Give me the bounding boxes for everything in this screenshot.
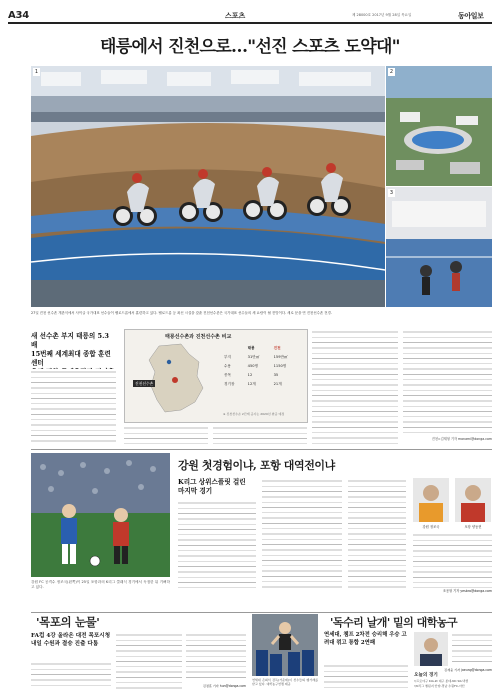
photo-number-2: 2 [389, 69, 394, 75]
subhead-line: 15번째 세계최대 종합 훈련센터 [31, 350, 111, 367]
coach-body-col1 [324, 663, 408, 689]
coach-subhead: 연세대, 챔프 2차전 승리해 우승 고려대 꺾고 통합 2연패 [324, 632, 407, 646]
infobox-cell: 진천 [273, 346, 281, 350]
infobox-cell: 159만㎡ [273, 355, 288, 359]
coach-celebration-photo [252, 614, 318, 676]
player-label: 포항 양동현 [464, 525, 482, 529]
velodrome-illustration [31, 66, 385, 307]
section-divider [31, 449, 492, 450]
top-photo-caption: 27일 진천 선수촌 개촌식에서 사이클 국가대표 선수들이 벨로드롬에서 훈련하고 있다. 벨로드롬 등 최신 시설을 갖춘 진천선수촌은 국가대표 선수들의 새 요람이 될 전망이다. 새로 문을 연 진천선수촌 전경. [31, 311, 332, 315]
header-rule [8, 22, 492, 24]
games-title: 오늘의 경기 [414, 673, 438, 678]
mokpo-subhead: FA컵 4강 올라온 대전 목포시청 내일 수원과 결승 진출 다툼 [31, 633, 111, 647]
player-portrait [455, 478, 491, 522]
kleague-photo [31, 453, 170, 577]
mokpo-body-col1 [31, 661, 111, 689]
kleague-illustration [31, 453, 170, 577]
infobox-table [223, 344, 303, 389]
infobox-cell [223, 344, 247, 353]
top-body-col5 [403, 329, 492, 435]
mokpo-headline: '목포의 눈물' [36, 615, 100, 629]
kleague-photo-caption: 강원 FC 공격수 정조국(왼쪽)이 25일 포항과의 K리그 클래식 경기에서 득점한 뒤 기뻐하고 있다. [31, 580, 170, 590]
coach-headline: '독수리 날개' 밑의 대학농구 [330, 616, 458, 629]
aerial-illustration [386, 66, 492, 186]
infobox-cell: 경기장 [224, 382, 235, 386]
infobox-cell: 12 [247, 373, 253, 377]
infobox-cell: 12개 [247, 382, 256, 386]
infobox-cell: 종목 [224, 373, 231, 377]
kleague-body-col2 [262, 478, 342, 592]
top-body-col4 [312, 329, 398, 444]
infobox-map-label: 진천선수촌 [135, 380, 154, 386]
kleague-body-col3 [348, 478, 406, 592]
gym-photo [386, 187, 492, 307]
photo-number-3: 3 [389, 190, 394, 196]
mokpo-body-col3 [186, 632, 246, 682]
korea-map-icon [129, 340, 221, 418]
infobox-cell: 수용 [224, 364, 231, 368]
infobox-cell: 부지 [224, 355, 231, 359]
coach-portrait-icon [414, 632, 448, 666]
masthead-logo: 동아일보 [458, 11, 484, 20]
kleague-headline: 강원 첫경험이냐, 포항 대역전이냐 [178, 459, 335, 472]
kleague-body-col1 [178, 500, 256, 592]
infobox-cell: 1150명 [273, 364, 287, 368]
player-portrait [413, 478, 449, 522]
top-byline: 진천=김재형 기자 monami@donga.com [431, 437, 492, 441]
top-body-col1 [31, 369, 116, 444]
infobox-cell: 35 [273, 373, 279, 377]
kleague-byline: 조응형 기자 yesbro@donga.com [442, 589, 492, 593]
coach-photo-caption: 연세대 은희석 감독(가운데)이 선수들의 헹가래를 받고 있다. 대학농구연맹 제공 [252, 678, 318, 687]
aerial-photo [386, 66, 492, 186]
infobox-note: ※ 진천선수촌 2단계 공사는 2020년 완공 예정 [223, 412, 285, 416]
infobox-cell: 450명 [247, 364, 258, 368]
section-divider [31, 612, 492, 613]
photo-number-1: 1 [34, 69, 39, 75]
player-portrait-icon [455, 478, 491, 522]
mokpo-byline: 김정훈 기자 hun@donga.com [202, 684, 246, 688]
player-portrait-icon [413, 478, 449, 522]
games-box [414, 673, 492, 689]
mokpo-body-col2 [116, 632, 182, 689]
page-number: A34 [8, 10, 30, 21]
section-label: 스포츠 [225, 11, 246, 20]
subhead-line: 새 선수촌 부지 태릉의 5.3배 [31, 332, 109, 349]
kleague-body-col4 [413, 532, 492, 588]
games-line: ▽프로야구 KIA-kt 대구 롯데-NC SK-넥센 [414, 679, 468, 683]
infobox-cell: 21개 [273, 382, 282, 386]
infobox [124, 329, 308, 423]
top-body-col3 [213, 425, 307, 444]
gym-illustration [386, 187, 492, 307]
player-label: 강원 정조국 [422, 525, 440, 529]
coach-illustration [252, 614, 318, 676]
infobox-title: 태릉선수촌과 진천선수촌 비교 [165, 334, 232, 340]
top-headline: 태릉에서 진천으로…"선진 스포츠 도약대" [100, 37, 400, 57]
coach-byline: 김재웅 기자 jaeung@donga.com [444, 668, 492, 672]
coach-body-col2 [452, 632, 492, 666]
games-line: ▽K리그 챌린지 안양-경남 수원FC-아산 [414, 683, 465, 688]
kleague-subhead: K리그 상위스플릿 걸린 마지막 경기 [178, 478, 246, 495]
dateline: 제 28000호 2017년 9월 28일 목요일 [352, 13, 412, 17]
infobox-cell: 31만㎡ [247, 355, 260, 359]
velodrome-photo [31, 66, 385, 307]
infobox-cell: 태릉 [247, 346, 255, 350]
top-body-col2 [124, 425, 208, 444]
coach-portrait [414, 632, 448, 666]
